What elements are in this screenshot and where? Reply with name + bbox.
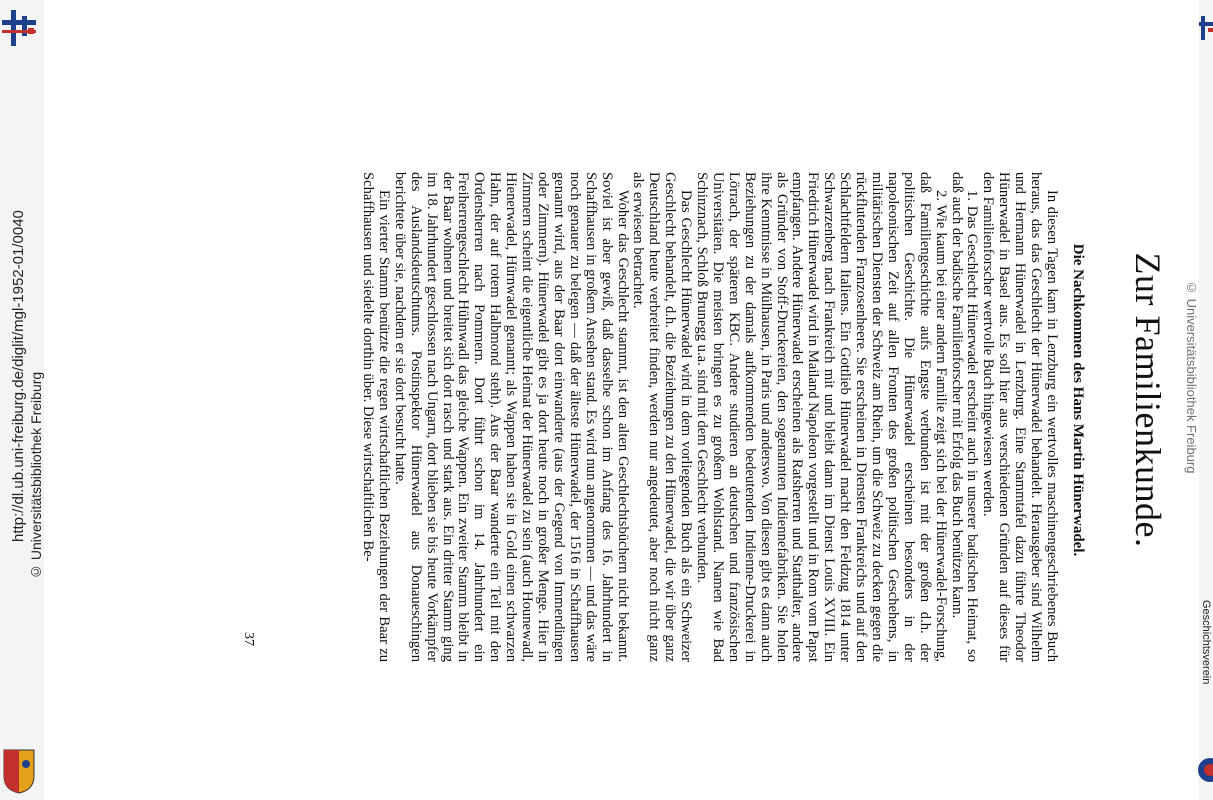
scanned-page — [44, 0, 1199, 800]
page-content-rotated — [44, 0, 1199, 800]
article-body — [359, 172, 1059, 662]
paragraph: 1. Das Geschlecht Hünerwadel erscheint auch in unserer badischen Heimat, so daß auch der badische Familienforscher mit Erfolg das Buch benützen kann. — [948, 172, 981, 662]
library-logo-icon — [2, 6, 36, 46]
page-number: 37 — [241, 632, 256, 646]
header-fragment: © Universitätsbibliothek Freiburg — [1184, 280, 1199, 474]
paragraph: In diesen Tagen kam in Lenzburg ein wertvolles maschinengeschriebenes Buch heraus, das das Geschlecht der Hünerwadel behandelt. Herausgeber sind Wilhelm und Hermann Hünerwadel in Lenzburg. Eine Stammtafel dazu führte Theodor Hünerwadel in Basel aus. Es soll hier aus verschiedenen Gründen auf dieses für den Familienforscher wertvolle Buch hingewiesen werden. — [980, 172, 1060, 662]
paragraph: Woher das Geschlecht stammt, ist den alten Geschlechtsbüchern nicht bekannt. Soviel ist aber gewiß, daß dasselbe schon im Anfang des 16. Jahrhundert in Schaffhausen in großem Ansehen stand. Es wird nun angenommen — und das wäre noch genauer zu belegen — daß der älteste Hünerwadel, der 1516 in Schaffhausen genannt wird, aus der Baar dort einwanderte (aus der Gegend von Immendingen oder Zimmern). Hünerwadel gibt es ja dort heute noch in großer Menge. Hier in Zimmern scheint die eigentliche Heimat der Hünerwadel zu sein (auch Hounewadl, Hienerwadel, Hürnwadel genannt; als Wappen haben sie in Gold einen schwarzen Hahn, der auf rotem Halbmond steht). Aus der Baar wanderte ein Teil mit den Ordensherren nach Pommern. Dort führt schon im 14. Jahrhundert ein Freiherrengeschlecht Hühnwadl das gleiche Wappen. Ein zweiter Stamm bleibt in der Baar wohnen und breitet sich dort rasch und stark aus. Ein dritter Stamm ging im 18. Jahrhundert geschlossen nach Ungarn, dort blieben sie bis heute Vorkämpfer des Auslandsdeutschtums. Postinspektor Hünerwadel aus Donaueschingen berichtete über sie, nachdem er sie dort besucht hatte. — [391, 172, 631, 662]
library-logo-fragment-icon — [1199, 16, 1213, 40]
copyright-notice: © Universitätsbibliothek Freiburg — [28, 371, 44, 580]
paragraph: Ein vierter Stamm benützte die regen wirtschaftlichen Beziehungen der Baar zu Schaffhausen und siedelte dorthin über. Diese wirtschaftlichen Be- — [360, 172, 392, 662]
article-subtitle: Die Nachkommen des Hans Martin Hünerwadel. — [1070, 243, 1086, 557]
society-emblem-icon — [1196, 752, 1213, 788]
paragraph: 2. Wie kaum bei einer andern Familie zeigt sich bei der Hünerwadel-Forschung, daß Familiengeschichte aufs Engste verbunden ist mit der großen d.h. der politischen Geschichte. Die Hünerwadel erscheinen besonders in der napoleonischen Zeit auf allen Fronten des großen politischen Geschehens, in militärischen Diensten der Schweiz am Rhein, um die Schweiz zu decken gegen die rückflutenden Franzosenheere. Sie erscheinen in Diensten Frankreichs und auf den Schlachtfeldern Italiens. Ein Gottlieb Hünerwadel macht den Feldzug 1814 unter Schwarzenberg nach Frankreich mit und bleibt dann im Dienst Louis XVIII. Ein Friedrich Hünerwadel wird in Mailand Napoleon vorgestellt und in Rom vom Papst empfangen. Andere Hünerwadel erscheinen als Ratsherren und Statthalter, andere als Gründer von Stoff-Druckereien, den sogenannten Indiennefabriken. Sie holen ihre Kenntnisse in Mülhausen, in Paris und anderswo. Von diesen gibt es dann auch Beziehungen zu der damals aufkommenden bedeutenden Indienne-Druckerei in Lörrach, der späteren KBC. Andere studieren an deutschen und französischen Universitäten. Die meisten bringen es zu großem Wohlstand. Namen wie Bad Schinznach, Schloß Brunegg u.a. sind mit dem Geschlecht verbunden. — [694, 172, 949, 662]
society-label: Geschichtsverein — [1200, 600, 1212, 685]
page-title: Zur Familienkunde. — [1128, 252, 1168, 548]
paragraph: Das Geschlecht Hünerwadel wird in dem vorliegenden Buch als ein Schweizer Geschlecht behandelt, d.h. die Beziehungen zu den Hünerwadel, die wir über ganz Deutschland heute verbreitet finden, werden nur angedeutet, aber noch nicht ganz als erwiesen betrachtet. — [630, 172, 695, 662]
coat-of-arms-icon — [2, 748, 36, 794]
source-url[interactable]: http://dl.ub.uni-freiburg.de/diglit/mgl-1952-01/0040 — [10, 210, 27, 542]
